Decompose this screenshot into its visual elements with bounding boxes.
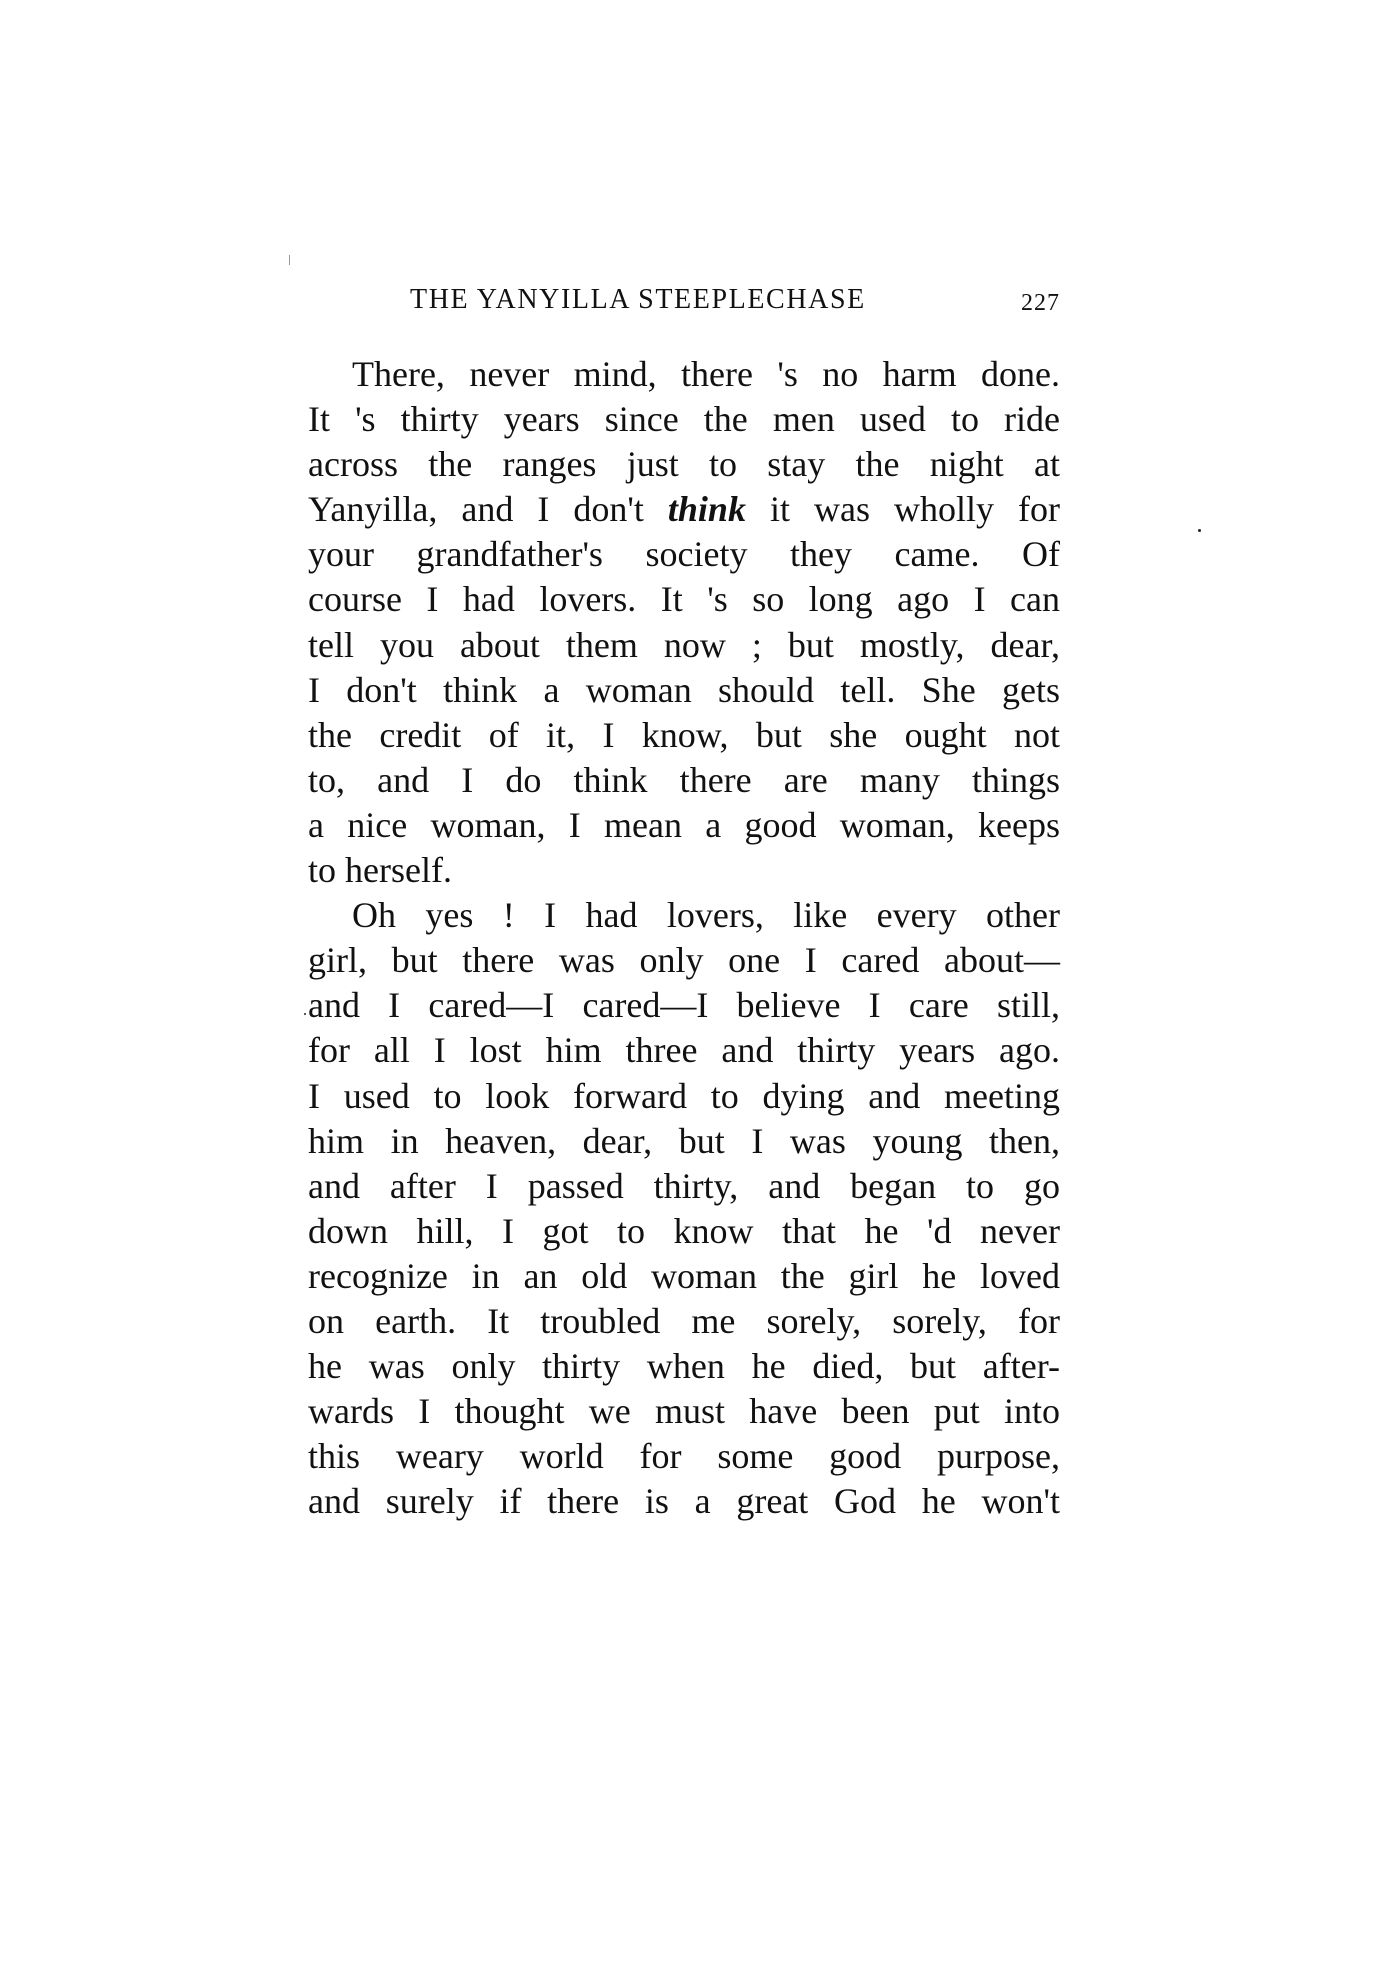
running-head bbox=[410, 280, 1060, 320]
text-line: he was only thirty when he died, but after- bbox=[308, 1346, 1060, 1387]
text-line: the credit of it, I know, but she ought not bbox=[308, 714, 1060, 755]
body-text bbox=[308, 352, 1060, 1524]
text-line: across the ranges just to stay the night at bbox=[308, 444, 1060, 485]
page-number: 227 bbox=[1021, 290, 1060, 316]
paragraph-1 bbox=[308, 352, 1060, 893]
text-line: this weary world for some good purpose, bbox=[308, 1436, 1060, 1477]
text-line: I don't think a woman should tell. She gets bbox=[308, 669, 1060, 710]
text-line: course I had lovers. It 's so long ago I can bbox=[308, 579, 1060, 620]
text-line: to herself. bbox=[308, 850, 452, 891]
text-line: and after I passed thirty, and began to go bbox=[308, 1165, 1060, 1206]
text-line: him in heaven, dear, but I was young then, bbox=[308, 1120, 1060, 1161]
text-line: I used to look forward to dying and meeting bbox=[308, 1075, 1060, 1116]
paper-speck bbox=[1198, 529, 1201, 532]
paper-mark bbox=[289, 255, 290, 265]
text-line: wards I thought we must have been put into bbox=[308, 1391, 1060, 1432]
text-line: to, and I do think there are many things bbox=[308, 759, 1060, 800]
text-line: girl, but there was only one I cared about— bbox=[308, 940, 1060, 981]
text-line: Oh yes ! I had lovers, like every other bbox=[352, 895, 1060, 936]
text-line bbox=[308, 487, 1060, 532]
text-line: a nice woman, I mean a good woman, keeps bbox=[308, 804, 1060, 845]
emphasized-word: think bbox=[667, 489, 746, 530]
text-line: There, never mind, there 's no harm done. bbox=[352, 354, 1060, 394]
text-line: recognize in an old woman the girl he loved bbox=[308, 1255, 1060, 1296]
running-title: THE YANYILLA STEEPLECHASE bbox=[410, 284, 866, 315]
text-line: your grandfather's society they came. Of bbox=[308, 534, 1060, 575]
text-line: for all I lost him three and thirty years ago. bbox=[308, 1030, 1060, 1071]
text-line: It 's thirty years since the men used to ride bbox=[308, 399, 1060, 440]
paper-speck bbox=[304, 1013, 306, 1015]
text-segment: Yanyilla, and I don't bbox=[308, 489, 668, 530]
text-line: and I cared—I cared—I believe I care still, bbox=[308, 985, 1060, 1026]
text-line: on earth. It troubled me sorely, sorely, for bbox=[308, 1300, 1060, 1341]
text-line: and surely if there is a great God he won't bbox=[308, 1481, 1060, 1522]
paragraph-2 bbox=[308, 893, 1060, 1524]
text-line: down hill, I got to know that he 'd never bbox=[308, 1210, 1060, 1251]
text-line: tell you about them now ; but mostly, dear, bbox=[308, 624, 1060, 665]
text-segment: it was wholly for bbox=[745, 489, 1061, 530]
